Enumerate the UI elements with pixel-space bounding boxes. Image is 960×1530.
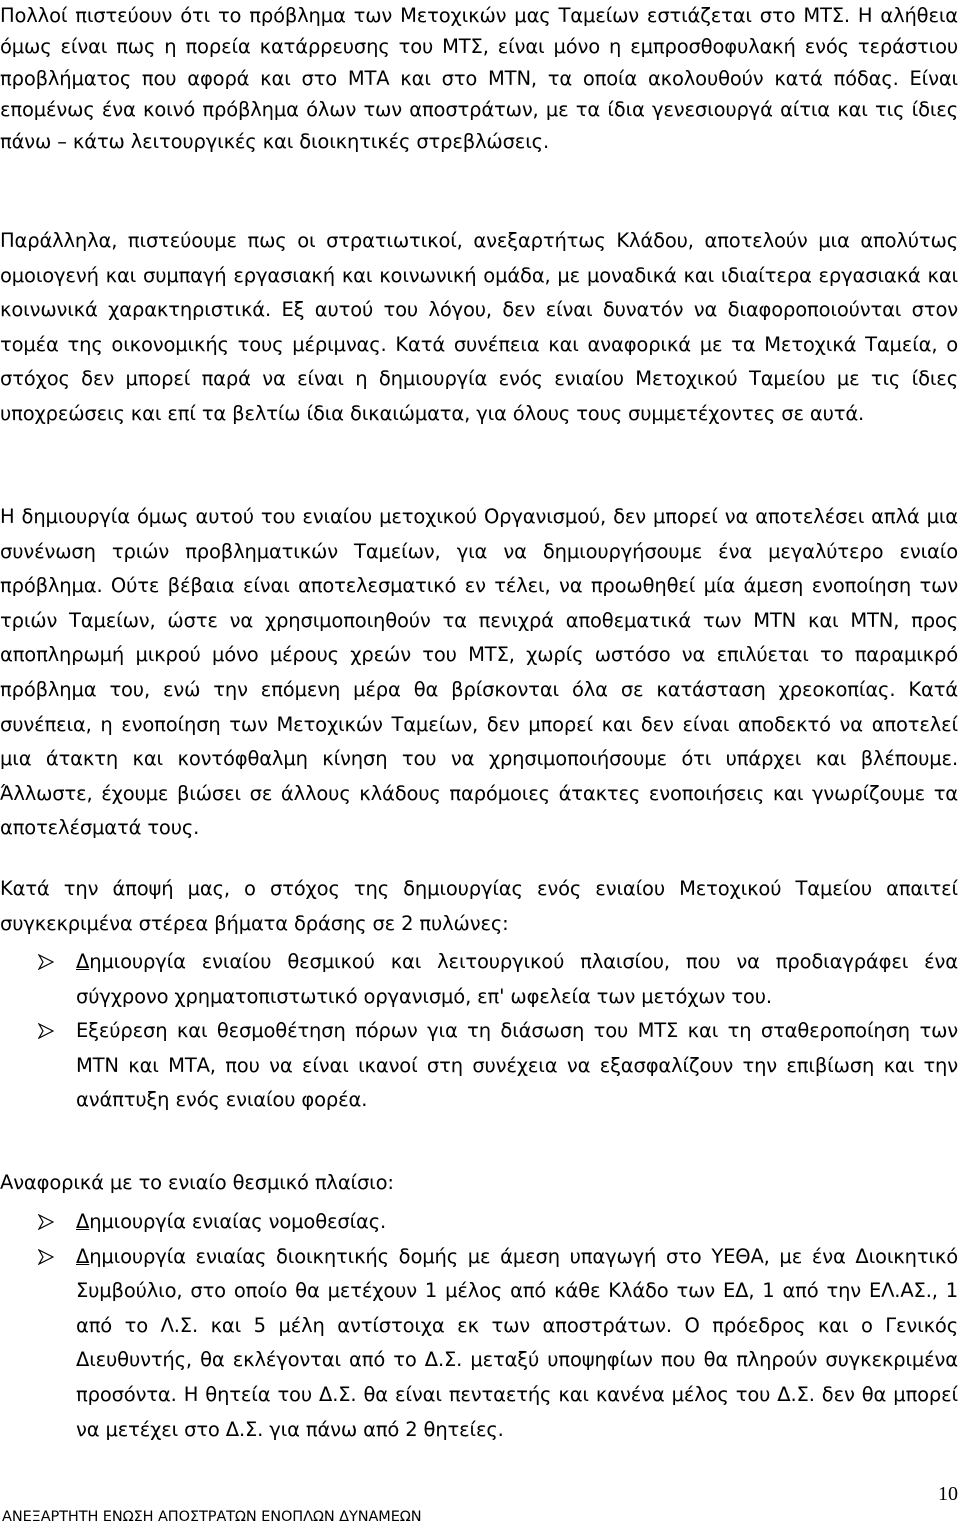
list-item [0,1014,958,1118]
pillars-list [0,945,958,1118]
list-item-first-letter: Δ [76,1244,90,1268]
arrow-bullet-icon [38,1249,54,1265]
arrow-bullet-icon [38,1023,54,1039]
arrow-bullet-icon [38,1214,54,1230]
list-item-text: ημιουργία ενιαίου θεσμικού και λειτουργικού πλαισίου, που να προδιαγράφει ένα σύγχρονο χρηματοπιστωτικό οργανισμό, επ' ωφελεία των μετόχων του. [76,950,958,1008]
list-item-text: Εξεύρεση και θεσμοθέτηση πόρων για τη διάσωση του ΜΤΣ και τη σταθεροποίηση των ΜΤΝ και ΜΤΑ, που να είναι ικανοί στη συνέχεια να εξασφαλίζουν την επιβίωση και την ανάπτυξη ενός ενιαίου φορέα. [76,1019,958,1112]
list-item-first-letter: Δ [76,1210,90,1233]
page-number: 10 [938,1483,958,1505]
footer-organization: ΑΝΕΞΑΡΤΗΤΗ ΕΝΩΣΗ ΑΠΟΣΤΡΑΤΩΝ ΕΝΟΠΛΩΝ ΔΥΝΑΜΕΩΝ [2,1509,422,1525]
paragraph-5: Αναφορικά με το ενιαίο θεσμικό πλαίσιο: [0,1171,394,1194]
list-item-text: ημιουργία ενιαίας διοικητικής δομής με άμεση υπαγωγή στο ΥΕΘΑ, με ένα Διοικητικό Συμβούλιο, στο οποίο θα μετέχουν 1 μέλος από κάθε Κλάδο των ΕΔ, 1 από την ΕΛ.ΑΣ., 1 από το Λ.Σ. και 5 μέλη αντίστοιχα εκ των αποστράτων. Ο πρόεδρος και ο Γενικός Διευθυντής, θα εκλέγονται από το Δ.Σ. μεταξύ υποψηφίων που θα πληρούν συγκεκριμένα προσόντα. Η θητεία του Δ.Σ. θα είναι πενταετής και κανένα μέλος του Δ.Σ. δεν θα μπορεί να μετέχει στο Δ.Σ. για πάνω από 2 θητείες. [76,1244,958,1441]
framework-list [0,1205,958,1447]
arrow-bullet-icon [38,954,54,970]
paragraph-2: Παράλληλα, πιστεύουμε πως οι στρατιωτικοί, ανεξαρτήτως Κλάδου, αποτελούν μια απολύτως ομοιογενή και συμπαγή εργασιακή και κοινωνική ομάδα, με μοναδικά και ιδιαίτερα εργασιακά και κοινωνικά χαρακτηριστικά. Εξ αυτού του λόγου, δεν είναι δυνατόν να διαφοροποιούνται στον τομέα της οικονομικής τους μέριμνας. Κατά συνέπεια και αναφορικά με τα Μετοχικά Ταμεία, ο στόχος δεν μπορεί παρά να είναι η δημιουργία ενός ενιαίου Μετοχικού Ταμείου με τις ίδιες υποχρεώσεις και επί τα βελτίω ίδια δικαιώματα, για όλους τους συμμετέχοντες σε αυτά. [0,229,958,425]
paragraph-3: Η δημιουργία όμως αυτού του ενιαίου μετοχικού Οργανισμού, δεν μπορεί να αποτελέσει απλά μια συνένωση τριών προβληματικών Ταμείων, για να δημιουργήσουμε ένα μεγαλύτερο ενιαίο πρόβλημα. Ούτε βέβαια είναι αποτελεσματικό εν τέλει, να προωθηθεί μία άμεση ενοποίηση των τριών Ταμείων, ώστε να χρησιμοποιηθούν τα πενιχρά αποθεματικά των ΜΤΝ και ΜΤΝ, προς αποπληρωμή μικρού μόνο μέρους χρεών του ΜΤΣ, χωρίς ωστόσο να επιλύεται το παραμικρό πρόβλημα του, ενώ την επόμενη μέρα θα βρίσκονται όλα σε κατάσταση χρεοκοπίας. Κατά συνέπεια, η ενοποίηση των Μετοχικών Ταμείων, δεν μπορεί και δεν είναι αποδεκτό να αποτελεί μια άτακτη και κοντόφθαλμη κίνηση του να χρησιμοποιήσουμε ότι υπάρχει και βλέπουμε. Άλλωστε, έχουμε βιώσει σε άλλους κλάδους παρόμοιες άτακτες ενοποιήσεις και γνωρίζουμε τα αποτελέσματά τους. [0,505,958,840]
list-item [0,1240,958,1448]
paragraph-1: Πολλοί πιστεύουν ότι το πρόβλημα των Μετοχικών μας Ταμείων εστιάζεται στο ΜΤΣ. Η αλήθεια όμως είναι πως η πορεία κατάρρευσης του ΜΤΣ, είναι μόνο η εμπροσθοφυλακή ενός τεράστιου προβλήματος που αφορά και στο ΜΤΑ και στο ΜΤΝ, τα οποία ακολουθούν κατά πόδας. Είναι επομένως ένα κοινό πρόβλημα όλων των αποστράτων, με τα ίδια γενεσιουργά αίτια και τις ίδιες πάνω – κάτω λειτουργικές και διοικητικές στρεβλώσεις. [0,4,958,153]
list-item-text: ημιουργία ενιαίας νομοθεσίας. [89,1210,387,1233]
paragraph-4: Κατά την άποψή μας, ο στόχος της δημιουργίας ενός ενιαίου Μετοχικού Ταμείου απαιτεί συγκεκριμένα στέρεα βήματα δράσης σε 2 πυλώνες: [0,877,958,935]
list-item [0,1205,958,1240]
list-item [0,945,958,1014]
list-item-first-letter: Δ [76,950,90,973]
